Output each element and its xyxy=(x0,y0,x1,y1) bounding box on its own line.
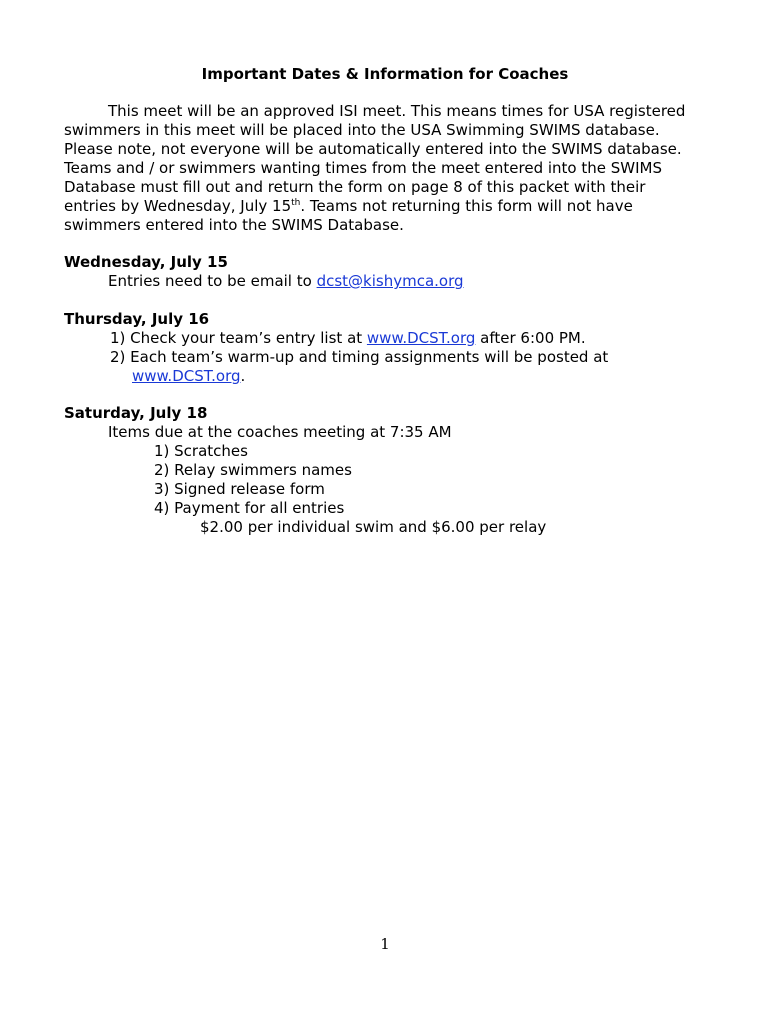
section-thursday xyxy=(64,310,744,386)
website-link[interactable]: www.DCST.org xyxy=(132,367,241,385)
section-heading: Wednesday, July 15 xyxy=(64,253,228,271)
intro-line: Database must fill out and return the form on page 8 of this packet with their xyxy=(64,178,646,196)
page-number: 1 xyxy=(380,935,390,953)
list-item: 2) Each team’s warm-up and timing assignments will be posted at xyxy=(110,348,609,366)
section-line xyxy=(64,272,744,291)
section-wednesday xyxy=(64,253,744,291)
line-text: 1) Check your team’s entry list at xyxy=(110,329,367,347)
payment-detail: $2.00 per individual swim and $6.00 per relay xyxy=(200,518,547,536)
list-item: 1) Scratches xyxy=(154,442,248,460)
intro-line xyxy=(64,197,714,216)
section-line: Items due at the coaches meeting at 7:35 AM xyxy=(108,423,452,441)
page-title: Important Dates & Information for Coaches xyxy=(201,65,569,83)
line-text: Entries need to be email to xyxy=(108,272,317,290)
line-text: after 6:00 PM. xyxy=(475,329,586,347)
section-saturday xyxy=(64,404,744,537)
intro-text: entries by Wednesday, July 15 xyxy=(64,197,292,215)
section-heading: Thursday, July 16 xyxy=(64,310,210,328)
intro-line: Teams and / or swimmers wanting times from the meet entered into the SWIMS xyxy=(64,159,662,177)
intro-line: Please note, not everyone will be automatically entered into the SWIMS database. xyxy=(64,140,682,158)
list-item-continuation xyxy=(64,367,744,386)
website-link[interactable]: www.DCST.org xyxy=(366,329,476,347)
list-item: 4) Payment for all entries xyxy=(154,499,345,517)
intro-line xyxy=(64,102,714,121)
email-link[interactable]: dcst@kishymca.org xyxy=(316,272,464,290)
intro-text: . Teams not returning this form will not have xyxy=(300,197,633,215)
line-text: . xyxy=(240,367,246,385)
list-item xyxy=(64,329,744,348)
intro-line: swimmers in this meet will be placed into the USA Swimming SWIMS database. xyxy=(64,121,660,139)
list-item: 3) Signed release form xyxy=(154,480,325,498)
list-item: 2) Relay swimmers names xyxy=(154,461,352,479)
section-heading: Saturday, July 18 xyxy=(64,404,208,422)
intro-paragraph xyxy=(64,102,714,235)
intro-text: This meet will be an approved ISI meet. This means times for USA registered xyxy=(108,102,686,120)
ordinal-superscript: th xyxy=(291,198,301,208)
intro-line: swimmers entered into the SWIMS Database. xyxy=(64,216,404,234)
